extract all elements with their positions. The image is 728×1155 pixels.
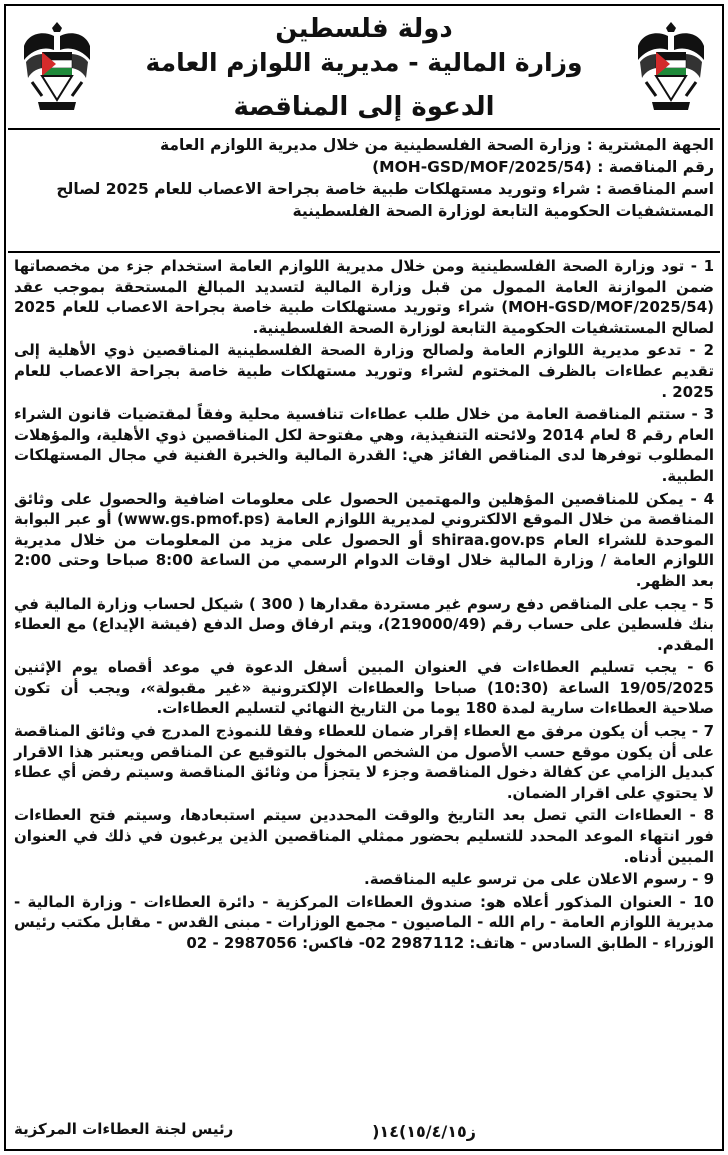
clause: 5 - يجب على المناقص دفع رسوم غير مستردة مقدارها ( 300 ) شيكل لحساب وزارة المالية في بنك فلسطين على حساب رقم (219000/49)، ويتم ارفاق وصل الدفع (فيشة الإيداع) مع العطاء المقدم. xyxy=(14,594,714,654)
clause: 8 - العطاءات التي تصل بعد التاريخ والوقت المحددين سيتم استبعادها، وسيتم فتح العطاءات فور انتهاء الموعد المحدد للتسليم بحضور ممثلي المناقصين الذين يرغبون في ذلك في العنوان المبين أدناه. xyxy=(14,806,714,866)
clause: 9 - رسوم الاعلان على من ترسو عليه المناقصة. xyxy=(364,870,714,889)
footer xyxy=(14,1120,714,1146)
tender-number-line: رقم المناقصة : (MOH-GSD/MOF/2025/54) xyxy=(372,158,714,176)
info-divider xyxy=(8,251,720,253)
clause: 10 - العنوان المذكور أعلاه هو: صندوق العطاءات المركزية - دائرة العطاءات - وزارة المالية - مديرية اللوازم العامة - رام الله - الماصيون - مجمع الوزارات - مبنى القدس - مقابل مكتب رئيس الوزراء - الطابق السادس - هاتف: 2987112 02- فاكس: 2987056 - 02 xyxy=(14,892,714,952)
state-name: دولة فلسطين xyxy=(275,14,453,44)
clause: 6 - يجب تسليم العطاءات في العنوان المبين أسفل الدعوة في موعد أقصاه يوم الإثنين 19/05/2025 الساعة (10:30) صباحا والعطاءات الإلكترونية «غير مقبولة»، ويجب أن تكون صلاحية العطاءات سارية لمدة 180 يوما من التاريخ النهائي لتسليم العطاءات. xyxy=(14,658,714,718)
signature-title: رئيس لجنة العطاءات المركزية xyxy=(14,1120,234,1138)
tender-name-line: اسم المناقصة : شراء وتوريد مستهلكات طبية خاصة بجراحة الاعصاب للعام 2025 لصالح المستشفيات الحكومية التابعة لوزارة الصحة الفلسطينية xyxy=(56,180,714,220)
clause: 3 - ستتم المناقصة العامة من خلال طلب عطاءات تنافسية محلية وفقاً لمقتضيات قانون الشراء العام رقم 8 لعام 2014 ولائحته التنفيذية، وهي مفتوحة لكل المناقصين ذوي الأهلية، والمؤهلات المطلوب توفرها لدى المناقص الفائز هي: القدرة المالية والخبرة الفنية في مجال المستهلكات الطبية. xyxy=(14,405,715,485)
clause: 2 - تدعو مديرية اللوازم العامة ولصالح وزارة الصحة الفلسطينية المناقصين ذوي الأهلية إلى تقديم عطاءات بالظرف المختوم لشراء وتوريد مستهلكات طبية خاصة بجراحة الاعصاب للعام 2025 . xyxy=(14,341,714,401)
issue-code: ز١٥/٤/١٥)١٤( xyxy=(372,1122,476,1141)
header-divider xyxy=(8,128,720,130)
ministry-name: وزارة المالية - مديرية اللوازم العامة xyxy=(145,48,583,77)
palestine-eagle-emblem-icon xyxy=(632,16,710,116)
palestine-eagle-emblem-icon xyxy=(18,16,96,116)
clause: 4 - يمكن للمناقصين المؤهلين والمهتمين الحصول على معلومات اضافية والحصول على وثائق المناقصة من خلال الموقع الالكتروني لمديرية اللوازم العامة (www.gs.pmof.ps) أو عبر البوابة الموحدة للشراء العام shiraa.gov.ps أو الحصول على مزيد من المعلومات من خلال مديرية اللوازم العامة / وزارة المالية خلال اوقات الدوام الرسمي من الساعة 8:00 صباحا وحتى 2:00 بعد الظهر. xyxy=(14,489,714,590)
clause: 1 - تود وزارة الصحة الفلسطينية ومن خلال مديرية اللوازم العامة استخدام جزء من مخصصاتها ضمن الموازنة العامة الممول من قبل وزارة المالية لتسديد المبالغ المستحقة بموجب عقد (MOH-GSD/MOF/2025/54) شراء وتوريد مستهلكات طبية خاصة بجراحة الاعصاب للعام 2025 لصالح المستشفيات الحكومية التابعة لوزارة الصحة الفلسطينية. xyxy=(14,257,714,337)
page-title: الدعوة إلى المناقصة xyxy=(233,92,495,122)
clause: 7 - يجب أن يكون مرفق مع العطاء إقرار ضمان للعطاء وفقا للنموذج المدرج في وثائق المناقصة على أن يكون موقع حسب الأصول من الشخص المخول بالتوقيع عن المناقص ويعتبر هذا الاقرار كبديل الزامي عن كفالة دخول المناقصة وجزء لا يتجزأ من وثائق المناقصة وسيتم رفض أي عطاء لا يحتوي على اقرار الضمان. xyxy=(14,722,714,802)
tender-clauses xyxy=(14,256,714,956)
header xyxy=(0,8,728,126)
buyer-line: الجهة المشترية : وزارة الصحة الفلسطينية من خلال مديرية اللوازم العامة xyxy=(159,136,714,154)
tender-info xyxy=(14,134,714,222)
